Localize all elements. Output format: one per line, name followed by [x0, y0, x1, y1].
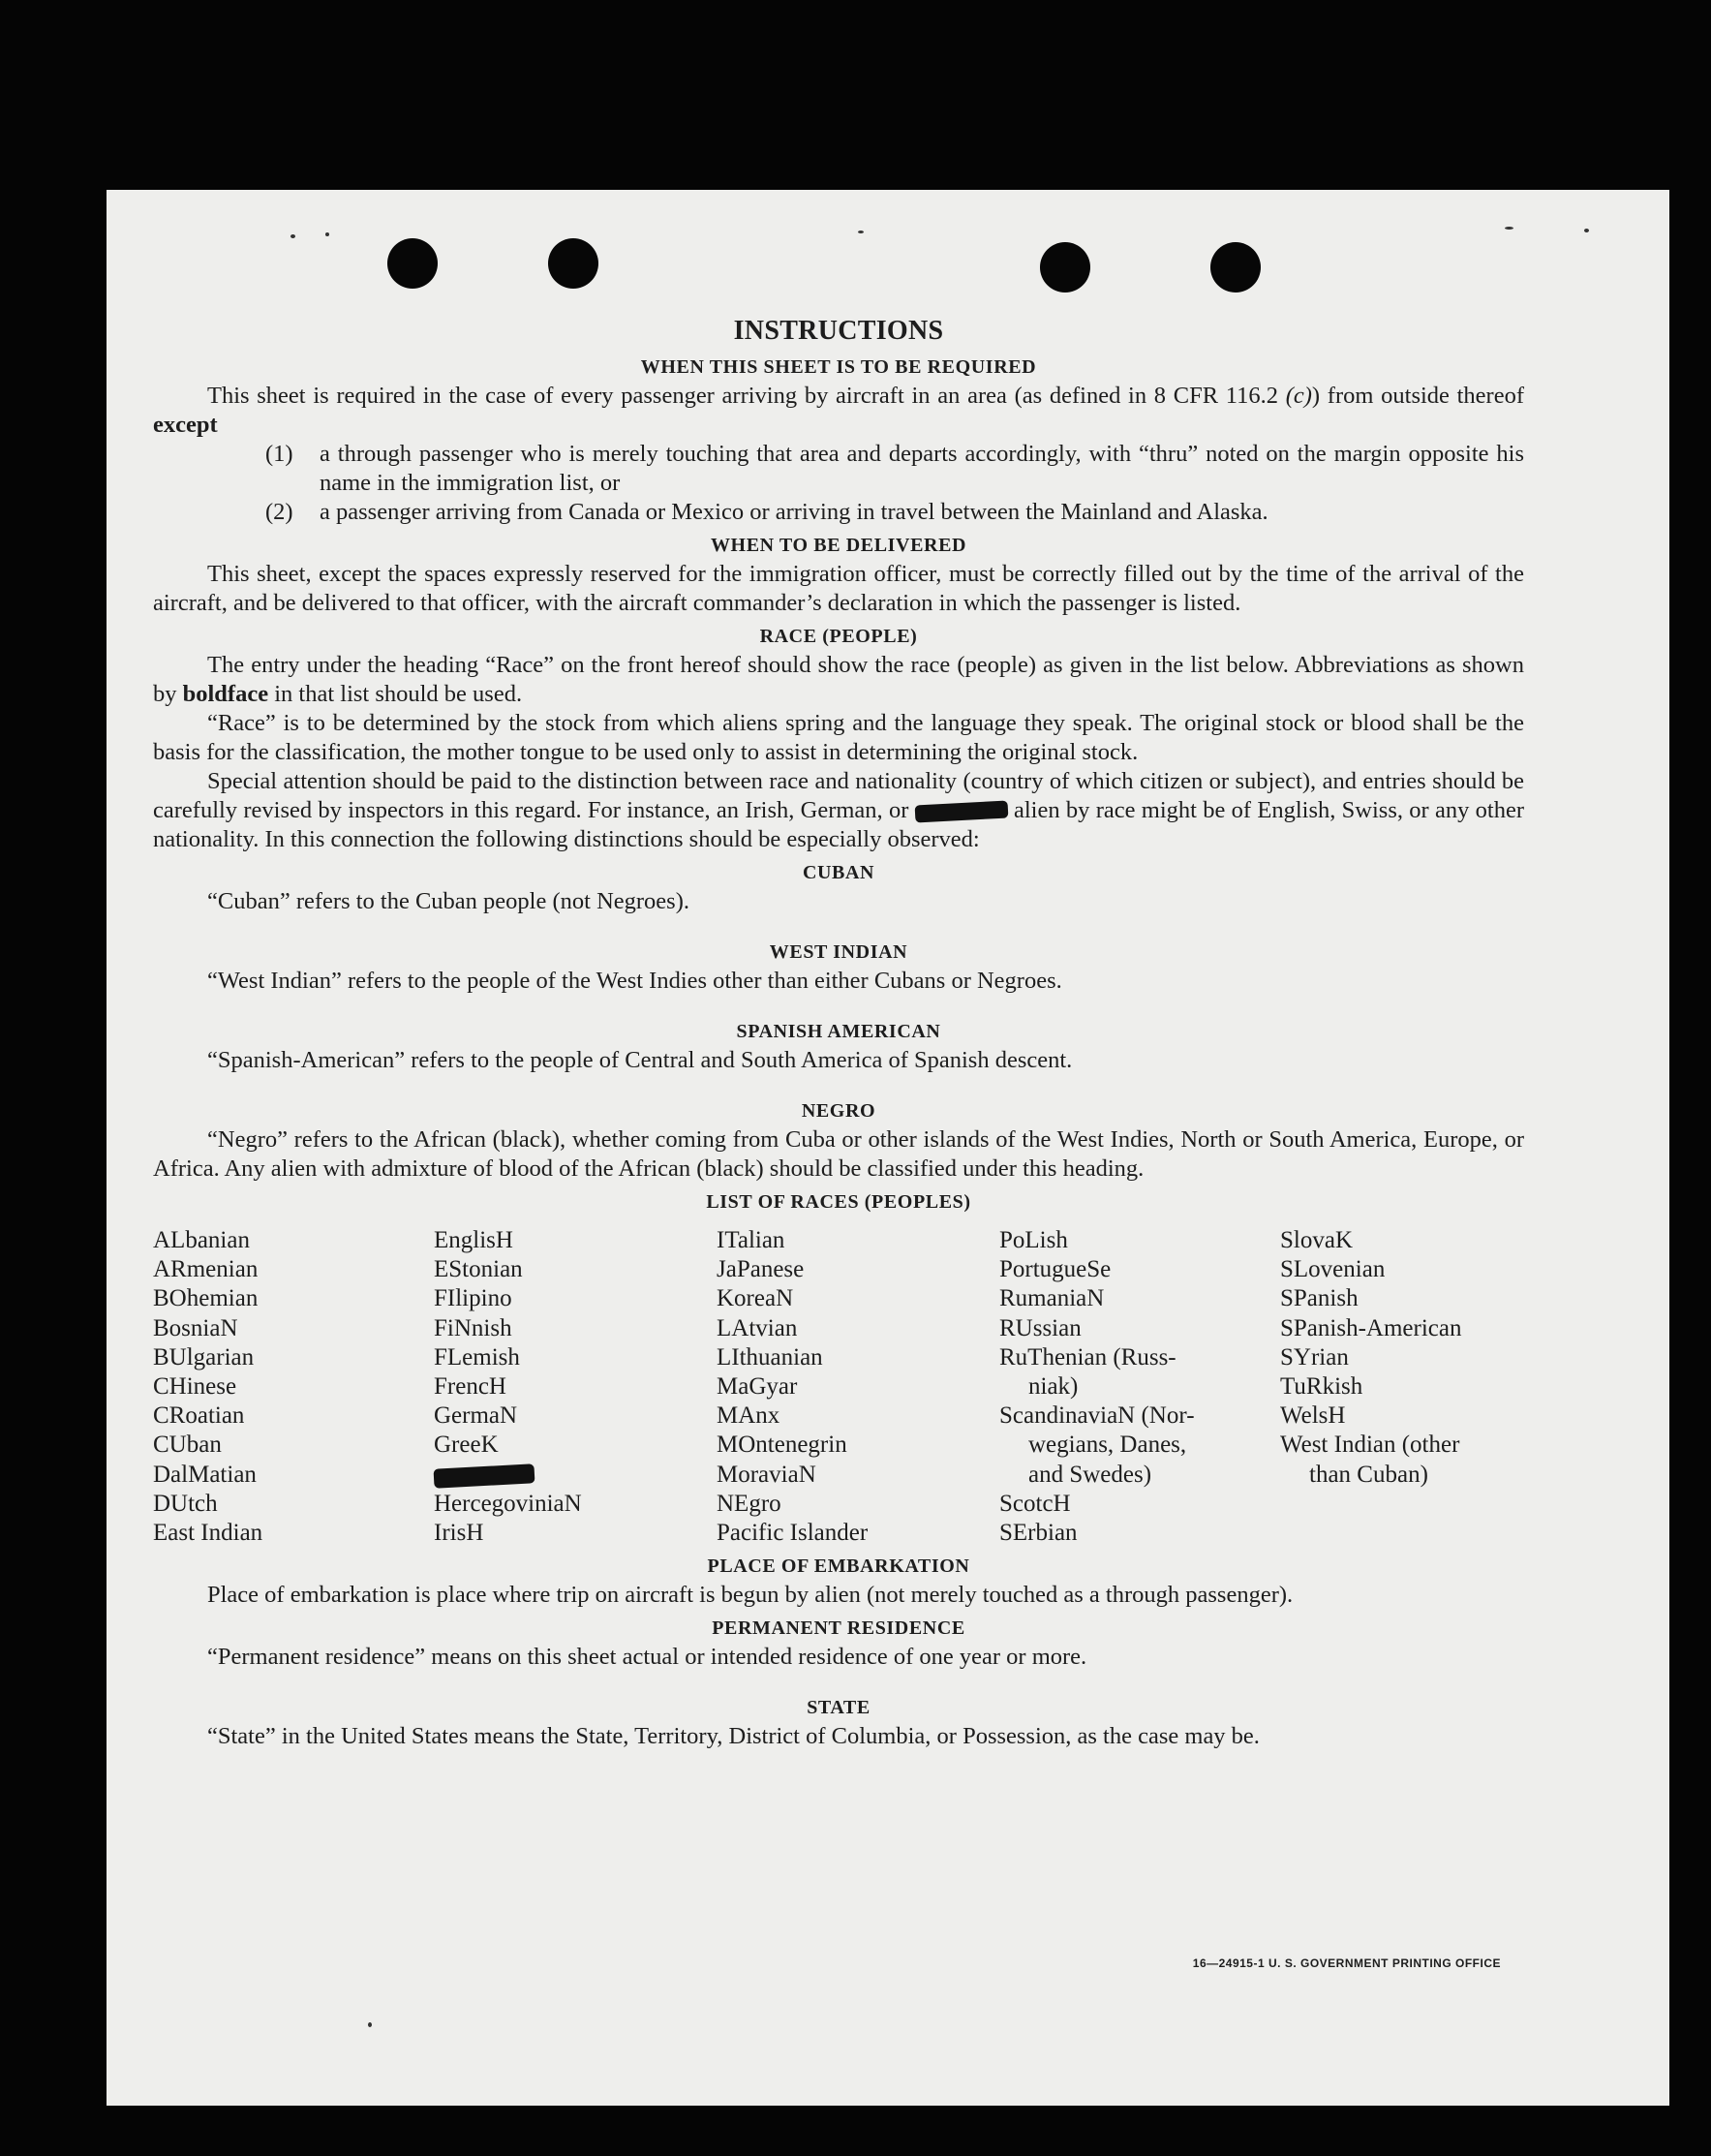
race-entry: EStonian — [434, 1256, 523, 1283]
race-entry: DalMatian — [153, 1461, 257, 1488]
race-entry: FrencH — [434, 1373, 506, 1401]
heading-negro: NEGRO — [801, 1100, 876, 1122]
race-entry: FIlipino — [434, 1285, 512, 1312]
race-entry: West Indian (other — [1280, 1432, 1460, 1459]
heading-embarkation: PLACE OF EMBARKATION — [707, 1555, 970, 1578]
race-entry: PortugueSe — [999, 1256, 1112, 1283]
heading-delivered: WHEN TO BE DELIVERED — [710, 535, 967, 556]
race-text-cont: alien by race might be of English, Swiss, or any other nationality. In this connection the following distinctions should be especially observed: — [153, 797, 1524, 852]
item-number: (1) — [265, 441, 293, 467]
race-entry: BUlgarian — [153, 1343, 255, 1371]
race-entry: PoLish — [999, 1227, 1068, 1253]
race-entry: KoreaN — [717, 1285, 794, 1312]
state-paragraph: “State” in the United States means the State, Territory, District of Columbia, or Possession, as the case may be. — [207, 1723, 1260, 1750]
west-indian-paragraph: “West Indian” refers to the people of the West Indies other than either Cubans or Negroes. — [207, 968, 1062, 994]
heading-race: RACE (PEOPLE) — [759, 626, 918, 647]
race-entry: BOhemian — [153, 1285, 259, 1312]
race-column — [434, 1226, 717, 1548]
race-entry: TuRkish — [1280, 1373, 1363, 1401]
race-entry: MOntenegrin — [717, 1432, 847, 1459]
race-entry: CUban — [153, 1432, 222, 1459]
cfr-reference: (c) — [1285, 383, 1312, 409]
race-entry: CRoatian — [153, 1402, 245, 1430]
list-item — [153, 498, 1524, 527]
race-entry: ALbanian — [153, 1227, 250, 1253]
document-sheet — [107, 190, 1669, 2106]
residence-paragraph: “Permanent residence” means on this sheet actual or intended residence of one year or more. — [207, 1644, 1087, 1671]
speck — [1505, 227, 1513, 230]
race-entry: EnglisH — [434, 1227, 513, 1253]
speck — [368, 2022, 372, 2027]
embarkation-paragraph: Place of embarkation is place where trip on aircraft is begun by alien (not merely touched as a through passenger). — [207, 1582, 1294, 1609]
race-column — [999, 1226, 1280, 1548]
race-entry: FLemish — [434, 1343, 520, 1371]
race-text: Special attention should be paid to the distinction between race and nationality (country of which citizen or subject), and entries should be carefully revised by inspectors in this regard. For instance, an Irish, German, or — [153, 768, 1524, 823]
heading-required: WHEN THIS SHEET IS TO BE REQUIRED — [640, 356, 1037, 378]
heading-spanish-american: SPANISH AMERICAN — [736, 1021, 941, 1042]
race-entry: CHinese — [153, 1373, 237, 1401]
speck — [325, 232, 329, 236]
punch-hole — [387, 238, 438, 289]
race-entry: WelsH — [1280, 1402, 1346, 1430]
race-entry: ARmenian — [153, 1256, 259, 1283]
except-word: except — [153, 412, 218, 438]
list-item — [153, 440, 1524, 498]
heading-west-indian: WEST INDIAN — [769, 941, 908, 963]
race-entry: MaGyar — [717, 1373, 798, 1401]
races-table — [153, 1226, 1524, 1548]
race-entry: NEgro — [717, 1490, 781, 1517]
race-entry: FiNnish — [434, 1314, 512, 1341]
boldface-word: boldface — [182, 681, 269, 707]
race-entry: SPanish-American — [1280, 1314, 1462, 1341]
race-column — [153, 1226, 434, 1548]
race-entry: ScandinaviaN (Nor- — [999, 1402, 1195, 1430]
punch-hole — [1210, 242, 1261, 293]
heading-state: STATE — [807, 1697, 871, 1719]
race-text: The entry under the heading “Race” on the front hereof should show the race (people) as given in the list below. Abbreviations as shown by — [153, 652, 1524, 707]
race-entry: SlovaK — [1280, 1227, 1353, 1253]
race-entry: RuThenian (Russ- — [999, 1343, 1176, 1371]
instructions-body — [153, 314, 1524, 1751]
race-entry: BosniaN — [153, 1314, 238, 1341]
race-entry: wegians, Danes, — [1028, 1432, 1187, 1459]
race-entry: MAnx — [717, 1402, 780, 1430]
redaction-mark — [914, 801, 1008, 823]
race-entry: ITalian — [717, 1227, 785, 1253]
race-entry: than Cuban) — [1309, 1461, 1428, 1488]
race-column — [1280, 1226, 1524, 1548]
race-entry-redacted — [434, 1461, 717, 1490]
item-text: a passenger arriving from Canada or Mexico or arriving in travel between the Mainland and Alaska. — [320, 499, 1268, 525]
heading-permanent-residence: PERMANENT RESIDENCE — [712, 1617, 965, 1640]
race-entry: GermaN — [434, 1402, 518, 1430]
race-entry: SLovenian — [1280, 1256, 1386, 1283]
punch-hole — [548, 238, 598, 289]
race-entry: niak) — [1028, 1373, 1079, 1401]
race-entry: East Indian — [153, 1520, 263, 1547]
heading-cuban: CUBAN — [802, 862, 875, 883]
race-entry: and Swedes) — [1028, 1461, 1152, 1488]
race-entry: SPanish — [1280, 1285, 1359, 1312]
spanish-american-paragraph: “Spanish-American” refers to the people of Central and South America of Spanish descent. — [207, 1047, 1073, 1073]
race-entry: LIthuanian — [717, 1343, 823, 1371]
race-paragraph-3 — [153, 767, 1524, 854]
required-text-cont: ) from outside thereof — [1311, 383, 1524, 409]
race-entry: ScotcH — [999, 1490, 1071, 1517]
race-paragraph-2: “Race” is to be determined by the stock from which aliens spring and the language they speak. The original stock or blood shall be the basis for the classification, the mother tongue to be used only to assist in determining the original stock. — [153, 710, 1524, 765]
race-entry: DUtch — [153, 1490, 218, 1517]
negro-paragraph: “Negro” refers to the African (black), whether coming from Cuba or other islands of the West Indies, North or South America, Europe, or Africa. Any alien with admixture of blood of the African (black) should be classified under this heading. — [153, 1126, 1524, 1182]
speck — [858, 231, 864, 233]
item-text: a through passenger who is merely touching that area and departs accordingly, with “thru” noted on the margin opposite his name in the immigration list, or — [320, 441, 1524, 496]
race-entry: JaPanese — [717, 1256, 805, 1283]
speck — [1584, 229, 1589, 232]
race-entry: SYrian — [1280, 1343, 1349, 1371]
race-entry: IrisH — [434, 1520, 484, 1547]
item-number: (2) — [265, 499, 293, 525]
race-entry: MoraviaN — [717, 1461, 816, 1488]
required-paragraph — [153, 382, 1524, 440]
redaction-mark — [434, 1463, 535, 1488]
cuban-paragraph: “Cuban” refers to the Cuban people (not Negroes). — [207, 888, 689, 914]
delivered-paragraph: This sheet, except the spaces expressly reserved for the immigration officer, must be correctly filled out by the time of the arrival of the aircraft, and be delivered to that officer, with the aircraft commander’s declaration in which the passenger is listed. — [153, 561, 1524, 616]
race-entry: Pacific Islander — [717, 1520, 869, 1547]
race-entry: RUssian — [999, 1314, 1082, 1341]
race-paragraph-1 — [153, 651, 1524, 709]
printing-office-code: 16—24915-1 U. S. GOVERNMENT PRINTING OFFICE — [1192, 1956, 1501, 1970]
required-text: This sheet is required in the case of every passenger arriving by aircraft in an area (as defined in 8 CFR 116.2 — [207, 383, 1286, 409]
race-text-cont: in that list should be used. — [268, 681, 523, 707]
race-entry: SErbian — [999, 1520, 1078, 1547]
race-entry: GreeK — [434, 1432, 499, 1459]
race-entry: LAtvian — [717, 1314, 798, 1341]
heading-list-of-races: LIST OF RACES (PEOPLES) — [706, 1191, 971, 1213]
punch-hole — [1040, 242, 1090, 293]
race-entry: RumaniaN — [999, 1285, 1105, 1312]
page-title: INSTRUCTIONS — [733, 316, 944, 346]
race-entry: HercegoviniaN — [434, 1490, 582, 1517]
race-column — [717, 1226, 999, 1548]
speck — [290, 234, 295, 238]
